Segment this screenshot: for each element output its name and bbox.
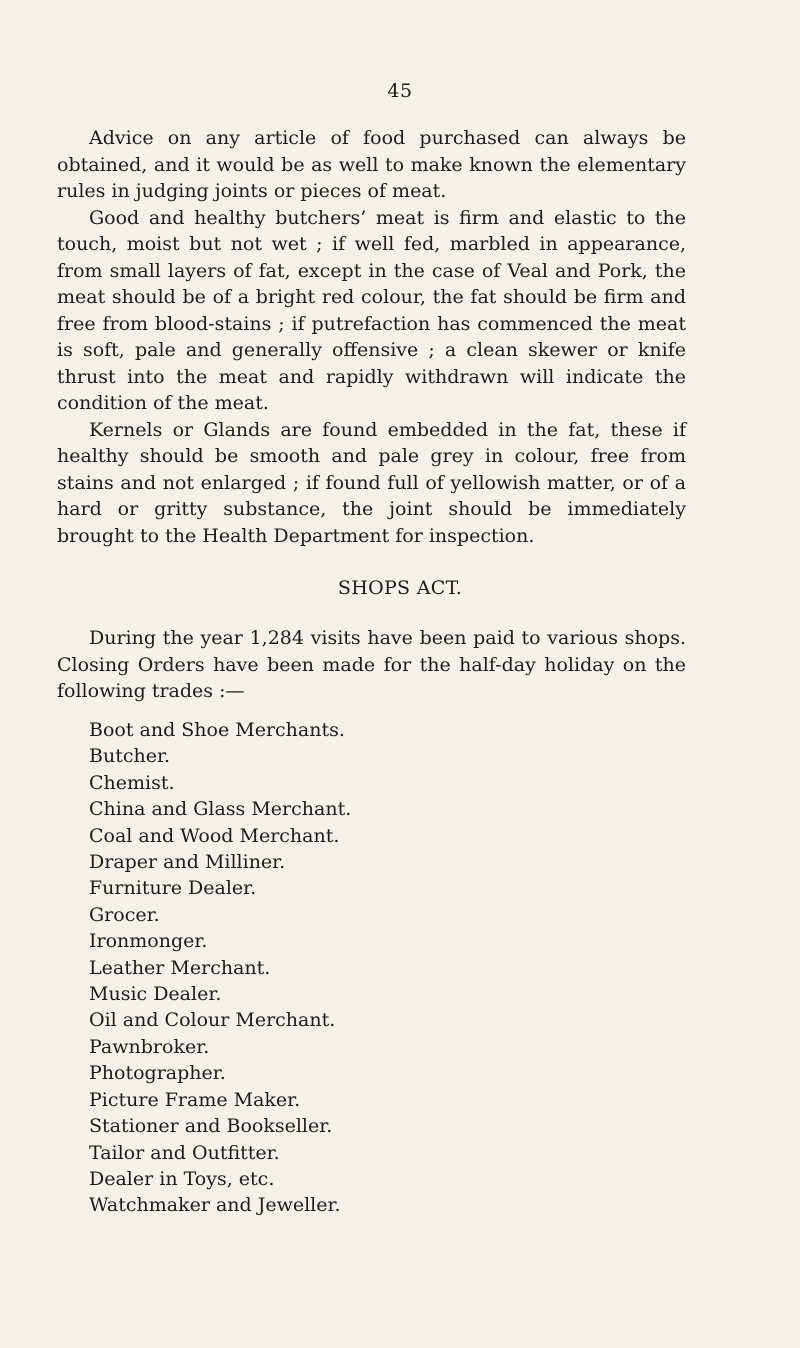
list-item: Music Dealer. <box>89 983 222 1006</box>
list-item: Draper and Milliner. <box>89 851 286 874</box>
section-heading-shops-act: SHOPS ACT. <box>337 577 463 599</box>
list-item: Oil and Colour Merchant. <box>89 1009 336 1032</box>
list-item: Butcher. <box>89 745 170 768</box>
list-item: Pawnbroker. <box>89 1035 210 1058</box>
list-item: Stationer and Bookseller. <box>89 1115 333 1138</box>
list-item: Watchmaker and Jeweller. <box>89 1194 341 1217</box>
paragraph-advice: Advice on any article of food purchased can always be obtained, and it would be as well to make known the elementary rules in judging joints or pieces of meat. <box>57 127 686 202</box>
list-item: Chemist. <box>89 771 175 794</box>
shops-act-section <box>57 625 686 705</box>
trade-list <box>89 717 351 1219</box>
list-item: Coal and Wood Merchant. <box>89 824 340 847</box>
list-item: Furniture Dealer. <box>89 877 257 900</box>
list-item: Tailor and Outfitter. <box>89 1141 280 1164</box>
list-item: Dealer in Toys, etc. <box>89 1167 275 1190</box>
list-item: China and Glass Merchant. <box>89 798 352 821</box>
list-item: Leather Merchant. <box>89 956 271 979</box>
paragraph-healthy-meat: Good and healthy butchers’ meat is firm and elastic to the touch, moist but not wet ; if well fed, marbled in appearance, from small layers of fat, except in the case of Veal and Pork, the meat should be of a bright red colour, the fat should be firm and free from blood-stains ; if putrefaction has commenced the meat is soft, pale and generally offensive ; a clean skewer or knife thrust into the meat and rapidly withdrawn will indicate the condition of the meat. <box>57 206 686 414</box>
list-item: Grocer. <box>89 903 160 926</box>
meat-advice-section <box>57 125 686 549</box>
paragraph-kernels-glands: Kernels or Glands are found embedded in the fat, these if healthy should be smooth and pale grey in colour, free from stains and not enlarged ; if found full of yellowish matter, or of a hard or gritty substance, the joint should be immediately brought to the Health Department for inspection. <box>57 418 686 547</box>
list-item: Boot and Shoe Merchants. <box>89 719 345 741</box>
page-number: 45 <box>387 80 413 102</box>
list-item: Photographer. <box>89 1062 226 1085</box>
list-item: Ironmonger. <box>89 930 208 953</box>
paragraph-shops-visits: During the year 1,284 visits have been paid to various shops. Closing Orders have been made for the half-day holiday on the following trades :— <box>57 627 686 702</box>
list-item: Picture Frame Maker. <box>89 1088 301 1111</box>
